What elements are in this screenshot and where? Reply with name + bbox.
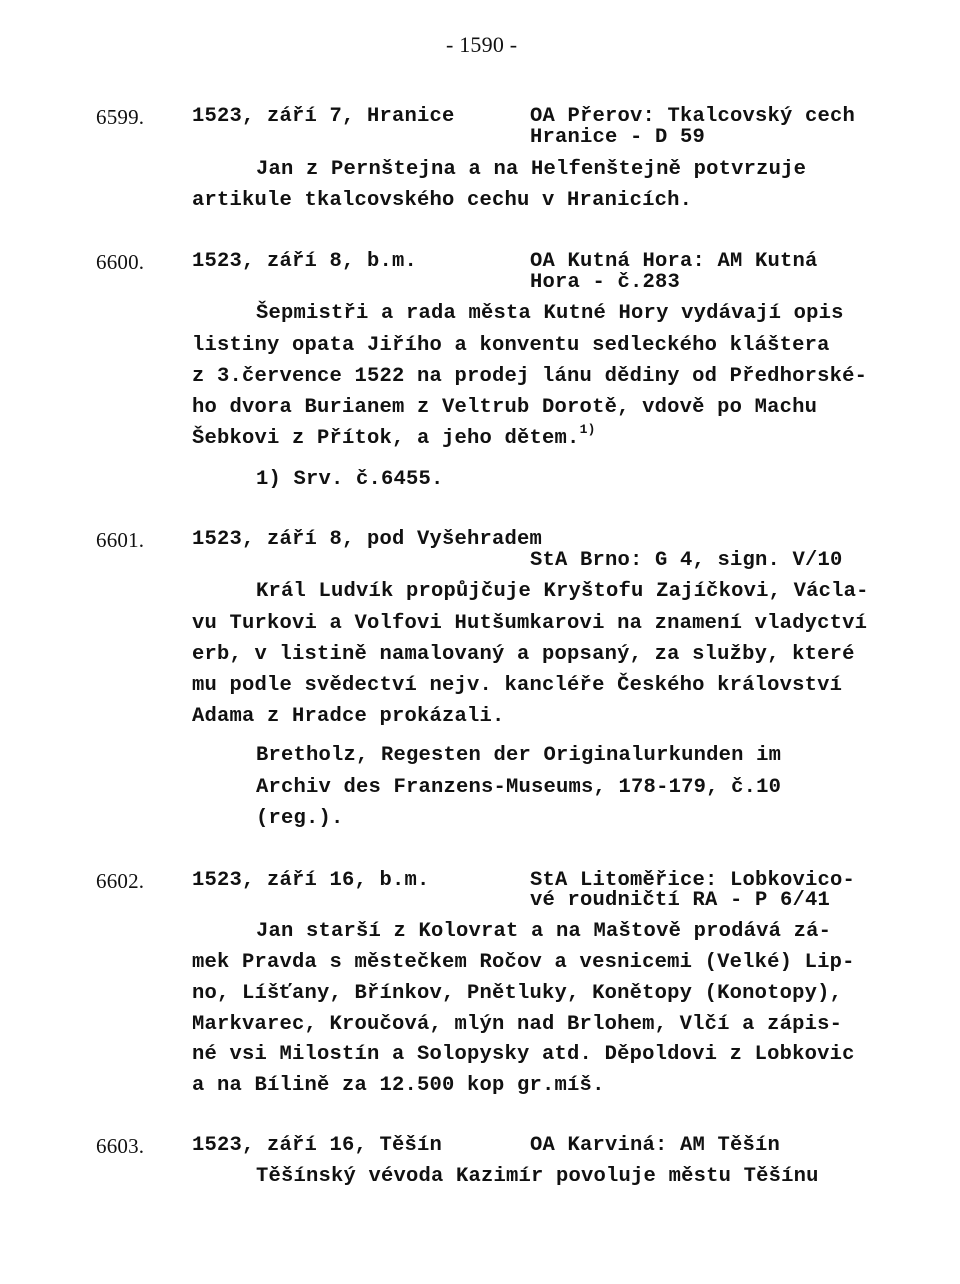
entry-number: 6603. xyxy=(96,1134,145,1158)
entry-number: 6601. xyxy=(96,528,145,552)
entry-archive-line: OA Přerov: Tkalcovský cech xyxy=(530,105,856,128)
entry-date-place: 1523, září 16, Těšín xyxy=(192,1134,443,1157)
entry-date-place: 1523, září 7, Hranice xyxy=(192,105,455,128)
entry-text-line: Jan z Pernštejna a na Helfenštejně potvrzuje xyxy=(256,158,807,181)
entry-text-line: Jan starší z Kolovrat a na Maštově prodává zá- xyxy=(256,920,832,943)
entry-archive-line: OA Karviná: AM Těšín xyxy=(530,1134,781,1157)
entry-text-line: né vsi Milostín a Solopysky atd. Děpoldovi z Lobkovic xyxy=(192,1043,855,1066)
entry-number: 6600. xyxy=(96,250,145,274)
entry-text-line: artikule tkalcovského cechu v Hranicích. xyxy=(192,189,693,212)
entry-text-line: a na Bílině za 12.500 kop gr.míš. xyxy=(192,1074,605,1097)
entry-number: 6602. xyxy=(96,869,145,893)
entry-text-line: ho dvora Burianem z Veltrub Dorotě, vdově po Machu xyxy=(192,396,818,419)
entry-text-line: no, Líšťany, Břínkov, Pnětluky, Konětopy (Konotopy), xyxy=(192,982,843,1005)
reference-line: (reg.). xyxy=(256,807,344,830)
entry-archive-line: StA Litoměřice: Lobkovico- xyxy=(530,869,856,892)
entry-text-line: Markvarec, Kroučová, mlýn nad Brlohem, Vlčí a zápis- xyxy=(192,1013,843,1036)
entry-text-fragment: Šebkovi z Přítok, a jeho dětem. xyxy=(192,427,580,450)
entry-text-line xyxy=(192,422,596,451)
entry-text-line: listiny opata Jiřího a konventu sedleckého kláštera xyxy=(192,334,830,357)
entry-date-place: 1523, září 16, b.m. xyxy=(192,869,430,892)
footnote-marker: 1) xyxy=(579,422,596,438)
entry-text-line: Šepmistři a rada města Kutné Hory vydávají opis xyxy=(256,302,844,325)
entry-archive-line: vé roudničtí RA - P 6/41 xyxy=(530,889,831,912)
reference-line: Archiv des Franzens-Museums, 178-179, č.10 xyxy=(256,776,782,799)
entry-text-line: mek Pravda s městečkem Ročov a vesnicemi (Velké) Lip- xyxy=(192,951,855,974)
entry-archive-line: OA Kutná Hora: AM Kutná xyxy=(530,250,818,273)
entry-text-line: vu Turkovi a Volfovi Hutšumkarovi na znamení vladyctví xyxy=(192,612,868,635)
page-number: - 1590 - xyxy=(446,32,518,57)
entry-number: 6599. xyxy=(96,105,145,129)
entry-text-line: z 3.července 1522 na prodej lánu dědiny od Předhorské- xyxy=(192,365,868,388)
entry-archive-line: StA Brno: G 4, sign. V/10 xyxy=(530,549,843,572)
entry-archive-line: Hranice - D 59 xyxy=(530,126,706,149)
entry-text-line: Král Ludvík propůjčuje Kryštofu Zajíčkovi, Václa- xyxy=(256,580,869,603)
entry-text-line: mu podle svědectví nejv. kancléře Českého království xyxy=(192,674,843,697)
entry-date-place: 1523, září 8, pod Vyšehradem xyxy=(192,528,543,551)
entry-archive-line: Hora - č.283 xyxy=(530,271,681,294)
reference-line: Bretholz, Regesten der Originalurkunden im xyxy=(256,744,782,767)
entry-date-place: 1523, září 8, b.m. xyxy=(192,250,418,273)
footnote: 1) Srv. č.6455. xyxy=(256,468,444,491)
entry-text-line: Těšínský vévoda Kazimír povoluje městu Těšínu xyxy=(256,1165,819,1188)
entry-text-line: erb, v listině namalovaný a popsaný, za služby, které xyxy=(192,643,855,666)
entry-text-line: Adama z Hradce prokázali. xyxy=(192,705,505,728)
